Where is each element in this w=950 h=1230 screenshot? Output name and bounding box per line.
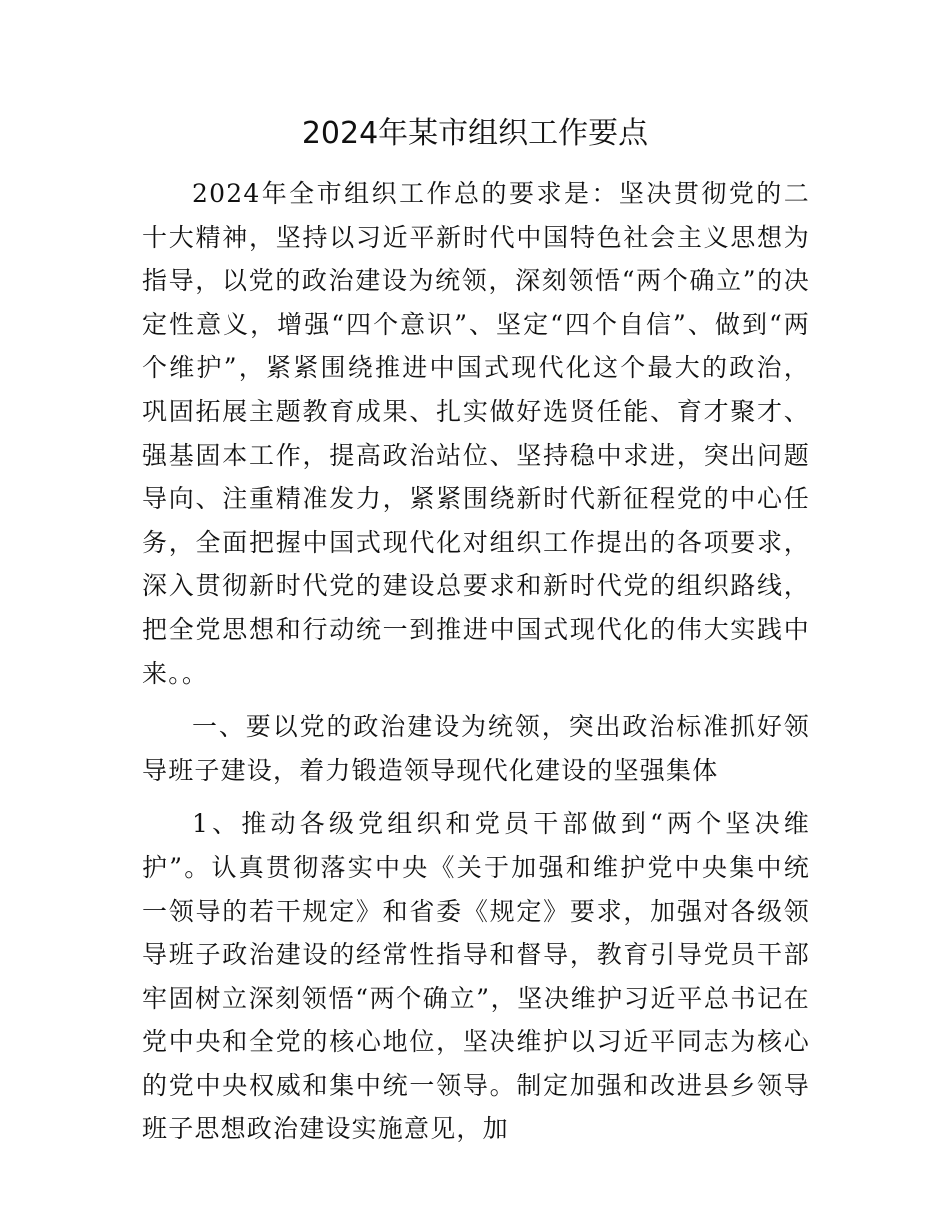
- intro-paragraph: 2024年全市组织工作总的要求是：坚决贯彻党的二十大精神，坚持以习近平新时代中国特色社会主义思想为指导，以党的政治建设为统领，深刻领悟“两个确立”的决定性意义，增强“四个意识”、坚定“四个自信”、做到“两个维护”，紧紧围绕推进中国式现代化这个最大的政治，巩固拓展主题教育成果、扎实做好选贤任能、育才聚才、强基固本工作，提高政治站位、坚持稳中求进，突出问题导向、注重精准发力，紧紧围绕新时代新征程党的中心任务，全面把握中国式现代化对组织工作提出的各项要求，深入贯彻新时代党的建设总要求和新时代党的组织路线，把全党思想和行动统一到推进中国式现代化的伟大实践中来。。: [142, 179, 810, 688]
- section-heading: 一、要以党的政治建设为统领，突出政治标准抓好领导班子建设，着力锻造领导现代化建设的坚强集体: [142, 712, 810, 785]
- page-title: 2024年某市组织工作要点: [301, 116, 649, 151]
- document-body: [142, 172, 810, 1151]
- section-item-paragraph: 1、推动各级党组织和党员干部做到“两个坚决维护”。认真贯彻落实中央《关于加强和维护党中央集中统一领导的若干规定》和省委《规定》要求，加强对各级领导班子政治建设的经常性指导和督导，教育引导党员干部牢固树立深刻领悟“两个确立”，坚决维护习近平总书记在党中央和全党的核心地位，坚决维护以习近平同志为核心的党中央权威和集中统一领导。制定加强和改进县乡领导班子思想政治建设实施意见，加: [142, 809, 810, 1144]
